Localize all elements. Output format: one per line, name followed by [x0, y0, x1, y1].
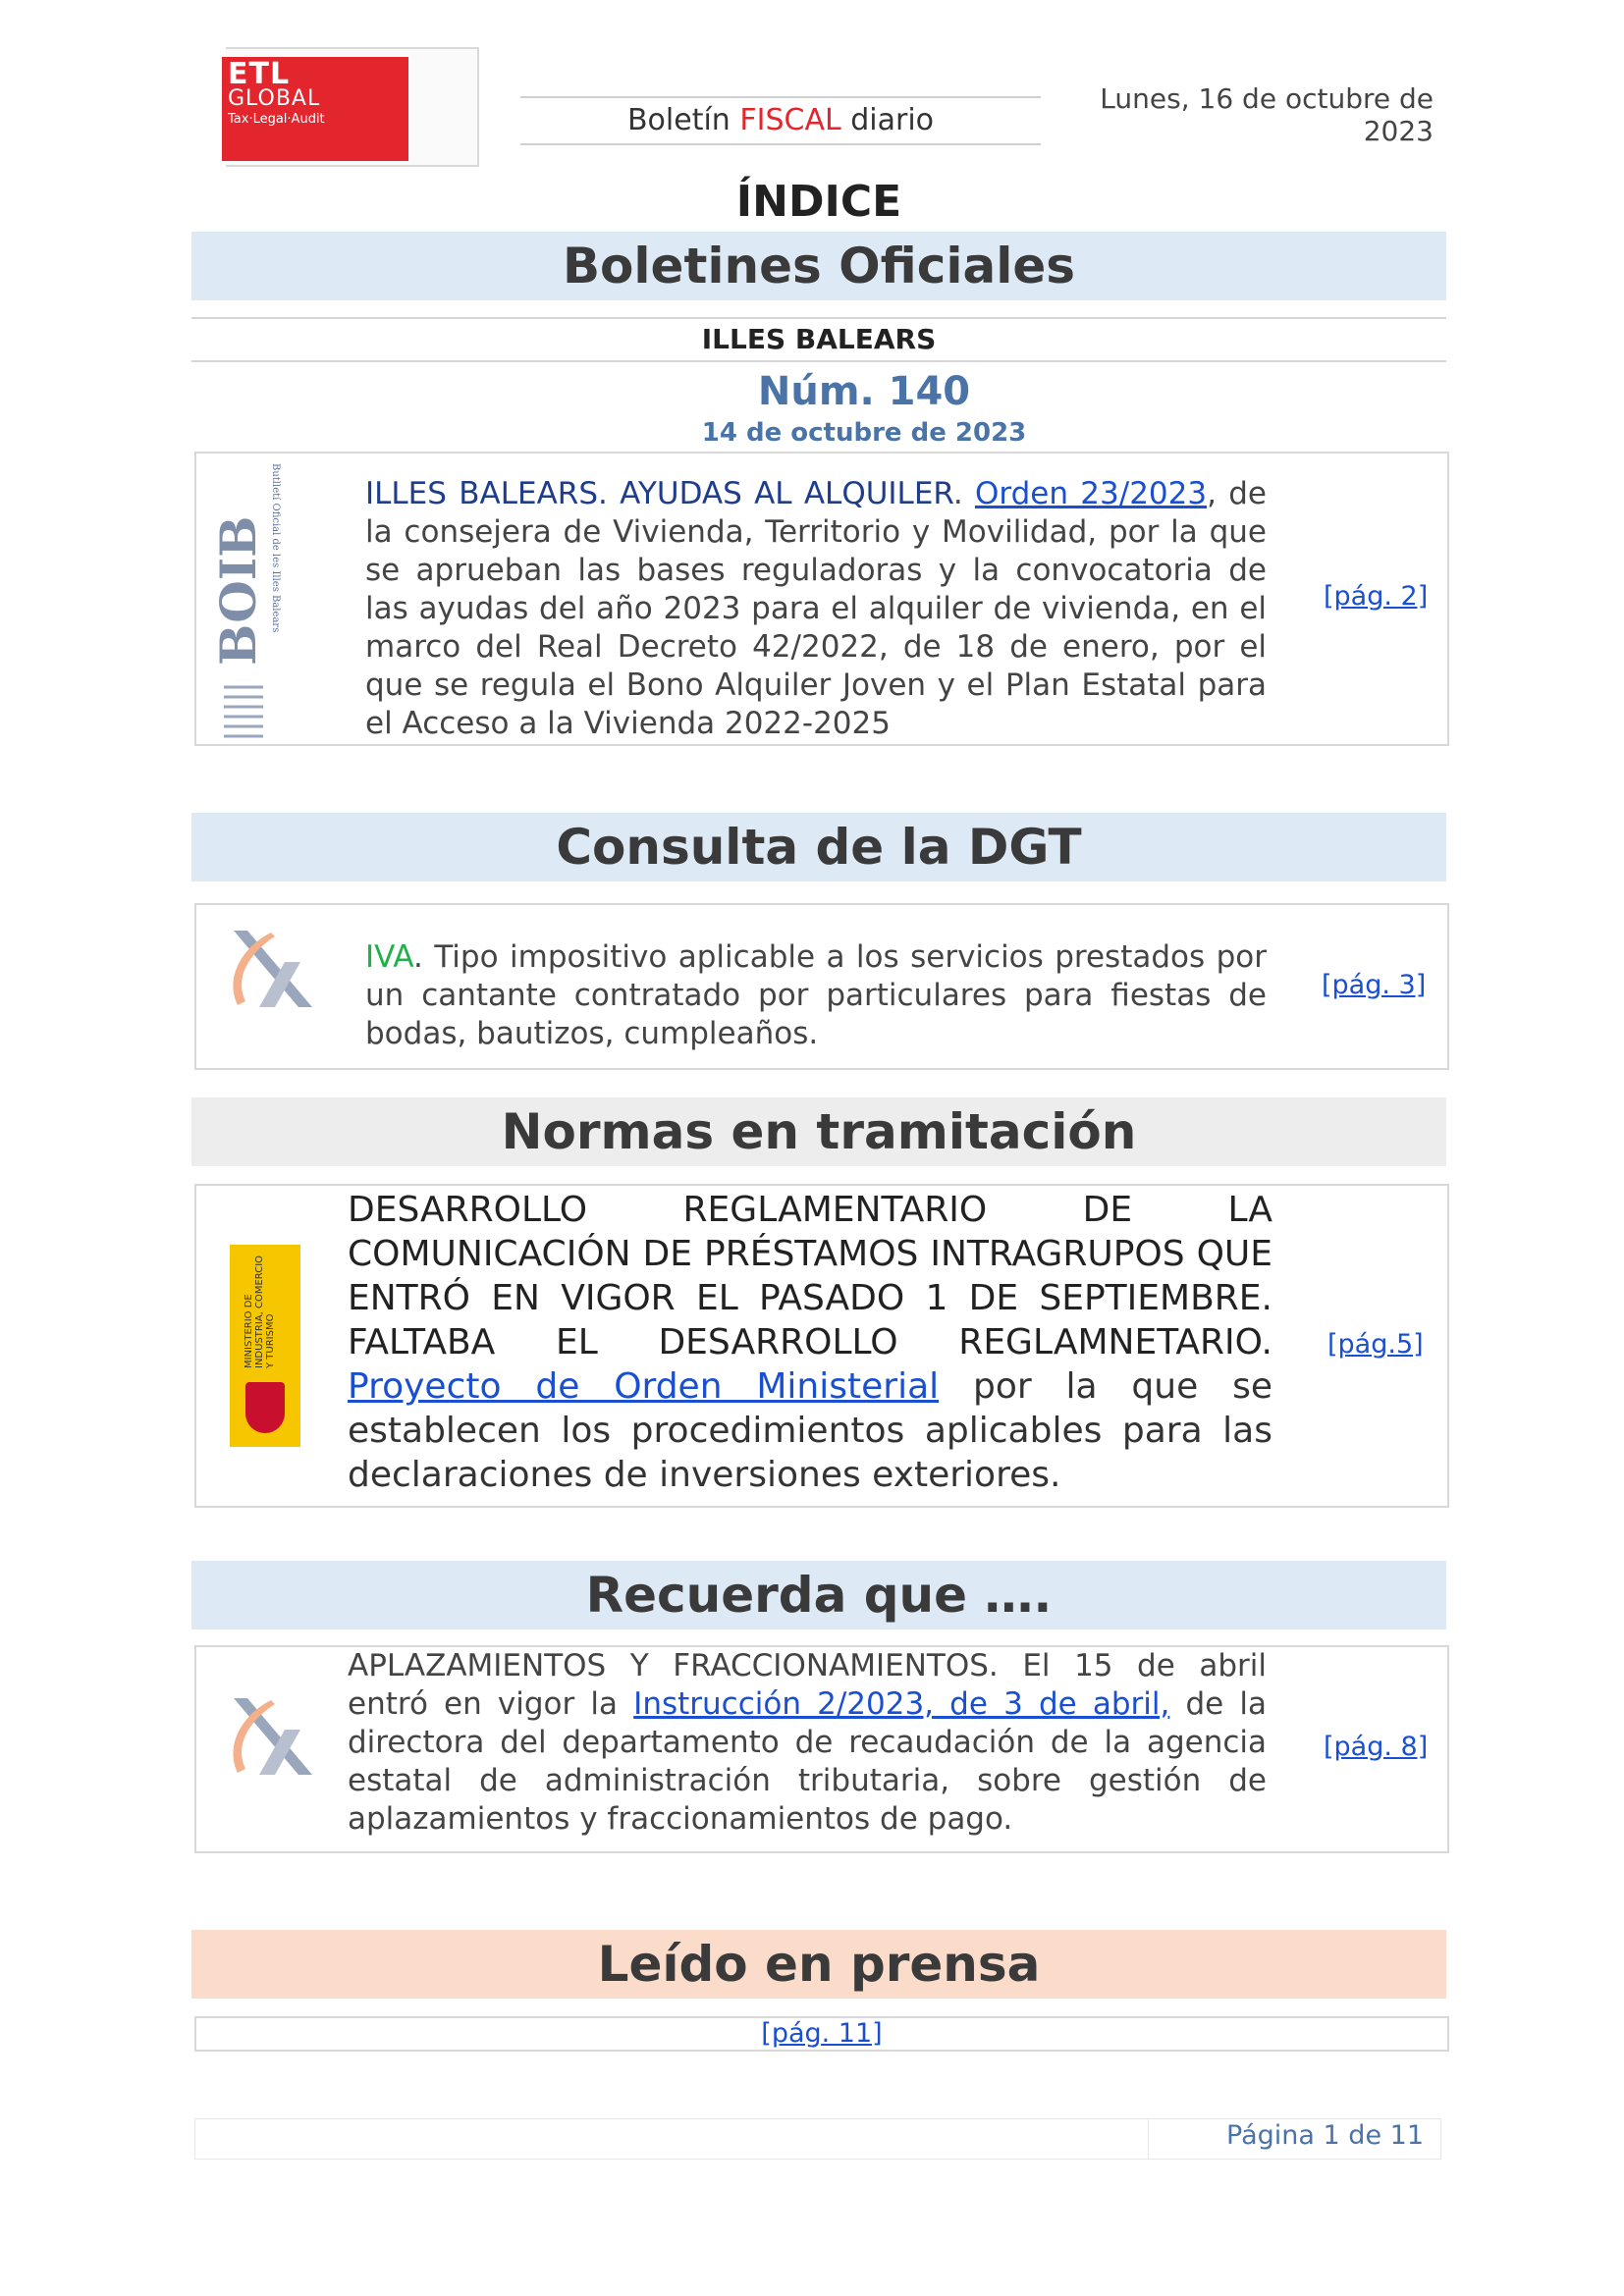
section-title-prensa: Leído en prensa [191, 1930, 1446, 1999]
header-date: Lunes, 16 de octubre de 2023 [1100, 82, 1434, 147]
recuerda-text-before: APLAZAMIENTOS Y FRACCIONAMIENTOS. El 15 de abril entró en vigor la [348, 1648, 1267, 1722]
dgt-keyword: IVA [365, 939, 414, 975]
prensa-card [194, 2016, 1449, 2052]
section-title-recuerda: Recuerda que …. [191, 1561, 1446, 1629]
boletines-keyword: ILLES BALEARS. AYUDAS AL ALQUILER [365, 476, 953, 511]
page-link-dgt[interactable]: [pág. 3] [1322, 970, 1427, 1000]
boib-number: Núm. 140 [757, 369, 971, 414]
normas-card [194, 1184, 1449, 1508]
boletines-item-text [365, 475, 1267, 743]
boib-date: 14 de octubre de 2023 [701, 418, 1027, 448]
normas-description: por la que se establecen los procedimientos aplicables para las declaraciones de inversiones exteriores. [348, 1366, 1272, 1495]
recuerda-text-after: de la directora del departamento de recaudación de la agencia estatal de administración tributaria, sobre gestión de aplazamientos y fraccionamientos de pago. [348, 1686, 1267, 1837]
boib-caption: Butlletí Oficial de les Illes Balears [270, 463, 281, 633]
dgt-description: . Tipo impositivo aplicable a los servicios prestados por un cantante contratado por particulares para fiestas de bodas, bautizos, cumpleaños. [365, 939, 1267, 1051]
logo-line-tagline: Tax·Legal·Audit [228, 112, 325, 127]
bulletin-prefix: Boletín [626, 103, 740, 137]
section-title-dgt: Consulta de la DGT [191, 813, 1446, 881]
logo-line-etl: ETL [228, 57, 291, 91]
dgt-item-text [365, 938, 1267, 1053]
orden-link[interactable]: Orden 23/2023 [975, 476, 1208, 511]
bulletin-highlight: FISCAL [739, 103, 841, 137]
ministry-logo-text: MINISTERIO DE INDUSTRIA, COMERCIO Y TURISMO [244, 1255, 276, 1368]
ministry-logo [230, 1245, 300, 1447]
page-link-boletines[interactable]: [pág. 2] [1324, 581, 1429, 612]
dgt-card [194, 903, 1449, 1070]
page-link-prensa[interactable]: [pág. 11] [761, 2018, 883, 2049]
footer-page-number: Página 1 de 11 [1226, 2120, 1424, 2151]
normas-sep: . [1261, 1322, 1272, 1362]
boletines-description: , de la consejera de Vivienda, Territorio y Movilidad, por la que se aprueban las bases reguladoras y la convocatoria de las ayudas del año 2023 para el alquiler de vivienda, en el marco del Real Decreto 42/2022, de 18 de enero, por el que se regula el Bono Alquiler Joven y el Plan Estatal para el Acceso a la Vivienda 2022-2025 [365, 476, 1267, 741]
aeat-logo [216, 923, 319, 1016]
recuerda-card [194, 1645, 1449, 1853]
instruccion-link[interactable]: Instrucción 2/2023, de 3 de abril, [633, 1686, 1170, 1722]
coat-of-arms-icon [245, 1382, 285, 1433]
proyecto-orden-link[interactable]: Proyecto de Orden Ministerial [348, 1366, 940, 1407]
aeat-logo-recuerda [216, 1690, 319, 1784]
logo-line-global: GLOBAL [228, 86, 321, 111]
normas-item-text [348, 1188, 1272, 1497]
boletines-card [194, 452, 1449, 746]
page-link-normas[interactable]: [pág.5] [1327, 1329, 1424, 1360]
boib-logo-text: BOIB [209, 515, 267, 666]
boib-logo [209, 459, 285, 744]
bulletin-name [520, 96, 1041, 145]
bulletin-suffix: diario [840, 103, 935, 137]
recuerda-item-text [348, 1647, 1267, 1839]
section-title-boletines: Boletines Oficiales [191, 232, 1446, 300]
index-title: ÍNDICE [735, 177, 902, 227]
section-title-normas: Normas en tramitación [191, 1097, 1446, 1166]
boletines-sep: . [952, 476, 976, 511]
normas-headline: DESARROLLO REGLAMENTARIO DE LA COMUNICACIÓN DE PRÉSTAMOS INTRAGRUPOS QUE ENTRÓ EN VIGOR EL PASADO 1 DE SEPTIEMBRE. FALTABA EL DESARROLLO REGLAMNETARIO [348, 1190, 1272, 1362]
etl-global-logo [196, 47, 481, 165]
region-label: ILLES BALEARS [191, 317, 1446, 362]
page-link-recuerda[interactable]: [pág. 8] [1324, 1732, 1429, 1762]
